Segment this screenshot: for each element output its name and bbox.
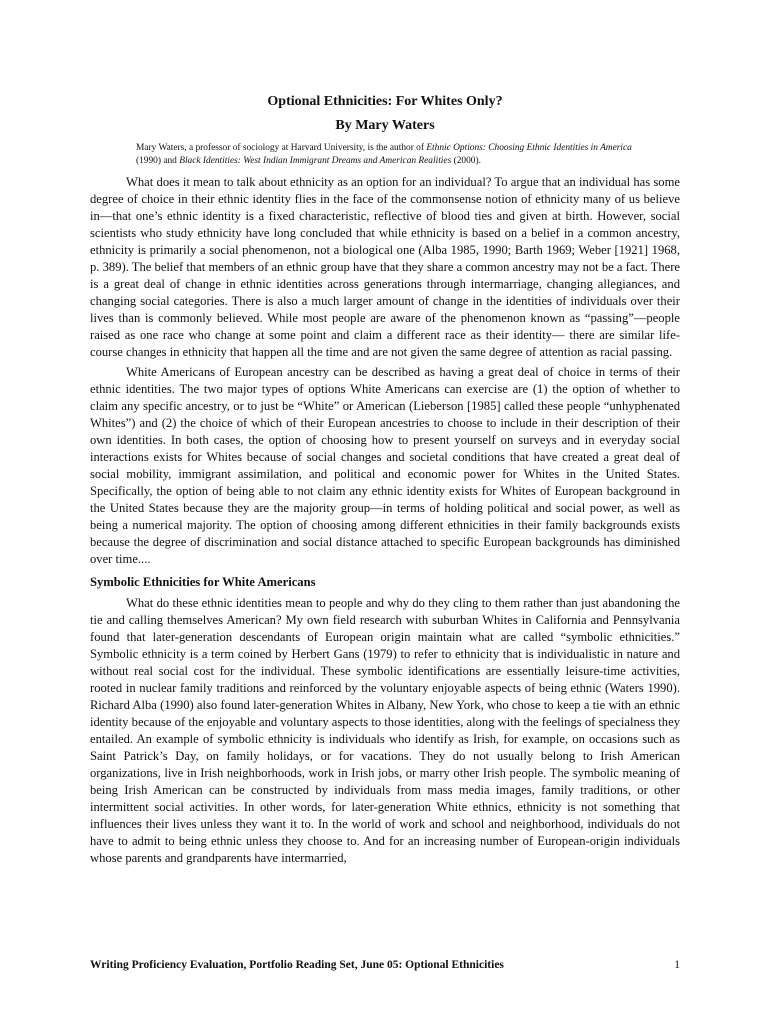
bio-text-3: (2000). [451,156,481,166]
author-byline: By Mary Waters [335,118,435,133]
document-page [90,92,680,870]
page-number: 1 [674,959,680,971]
section-heading: Symbolic Ethnicities for White Americans [90,575,316,589]
body-paragraph-1: What does it mean to talk about ethnicity as an option for an individual? To argue that an individual has some degree of choice in their ethnic identity flies in the face of the commonsense notion of ethnicity many of us believe in—that one’s ethnic identity is a fixed characteristic, reflective of blood ties and given at birth. However, social scientists who study ethnicity have long concluded that while ethnicity is based on a belief in a common ancestry, ethnicity is primarily a social phenomenon, not a biological one (Alba 1985, 1990; Barth 1969; Weber [1921] 1968, p. 389). The belief that members of an ethnic group have that they share a common ancestry may not be a fact. There is a great deal of change in ethnic identities across generations through intermarriage, changing allegiances, and changing social categories. There is also a much larger amount of change in the identities of individuals over their lives than is commonly believed. While most people are aware of the phenomenon known as “passing”—people raised as one race who change at some point and claim a different race as their identity— there are similar life-course changes in ethnicity that happen all the time and are not given the same degree of attention as racial passing. [90,175,680,359]
document-title: Optional Ethnicities: For Whites Only? [267,94,503,109]
footer-text: Writing Proficiency Evaluation, Portfolio Reading Set, June 05: Optional Ethnicities [90,959,504,971]
bio-book-1: Ethnic Options: Choosing Ethnic Identities in America [426,143,632,153]
body-paragraph-2: White Americans of European ancestry can be described as having a great deal of choice in terms of their ethnic identities. The two major types of options White Americans can exercise are (1) the option of whether to claim any specific ancestry, or to just be “White” or American (Lieberson [1985] called these people “unhyphenated Whites”) and (2) the choice of which of their European ancestries to choose to include in their description of their own identities. In both cases, the option of choosing how to present yourself on surveys and in everyday social interactions exists for Whites because of social changes and societal conditions that have created a great deal of social mobility, immigrant assimilation, and political and economic power for Whites in the United States. Specifically, the option of being able to not claim any ethnic identity exists for Whites of European background in the United States because they are the majority group—in terms of holding political and social power, as well as being a numerical majority. The option of choosing among different ethnicities in their family backgrounds exists because the degree of discrimination and social distance attached to specific European backgrounds has diminished over time.... [90,365,680,566]
author-bio [136,142,658,168]
bio-text-1: Mary Waters, a professor of sociology at Harvard University, is the author of [136,143,427,153]
bio-book-2: Black Identities: West Indian Immigrant Dreams and American Realities [179,156,452,166]
page-footer [90,958,680,973]
section-paragraph: What do these ethnic identities mean to people and why do they cling to them rather than just abandoning the tie and calling themselves American? My own field research with suburban Whites in California and Pennsylvania found that later-generation descendants of European origin maintain what are called “symbolic ethnicities.” Symbolic ethnicity is a term coined by Herbert Gans (1979) to refer to ethnicity that is individualistic in nature and without real social cost for the individual. These symbolic identifications are essentially leisure-time activities, rooted in nuclear family traditions and reinforced by the voluntary enjoyable aspects of being ethnic (Waters 1990). Richard Alba (1990) also found later-generation Whites in Albany, New York, who chose to keep a tie with an ethnic identity because of the enjoyable and voluntary aspects to those identities, along with the feelings of specialness they entailed. An example of symbolic ethnicity is individuals who identify as Irish, for example, on occasions such as Saint Patrick’s Day, on family holidays, or for vacations. They do not usually belong to Irish American organizations, live in Irish neighborhoods, work in Irish jobs, or marry other Irish people. The symbolic meaning of being Irish American can be constructed by individuals from mass media images, family traditions, or other intermittent social activities. In other words, for later-generation White ethnics, ethnicity is not something that influences their lives unless they want it to. In the world of work and school and neighborhood, individuals do not have to admit to being ethnic unless they choose to. And for an increasing number of European-origin individuals whose parents and grandparents have intermarried, [90,596,680,865]
bio-text-2: (1990) and [136,156,180,166]
